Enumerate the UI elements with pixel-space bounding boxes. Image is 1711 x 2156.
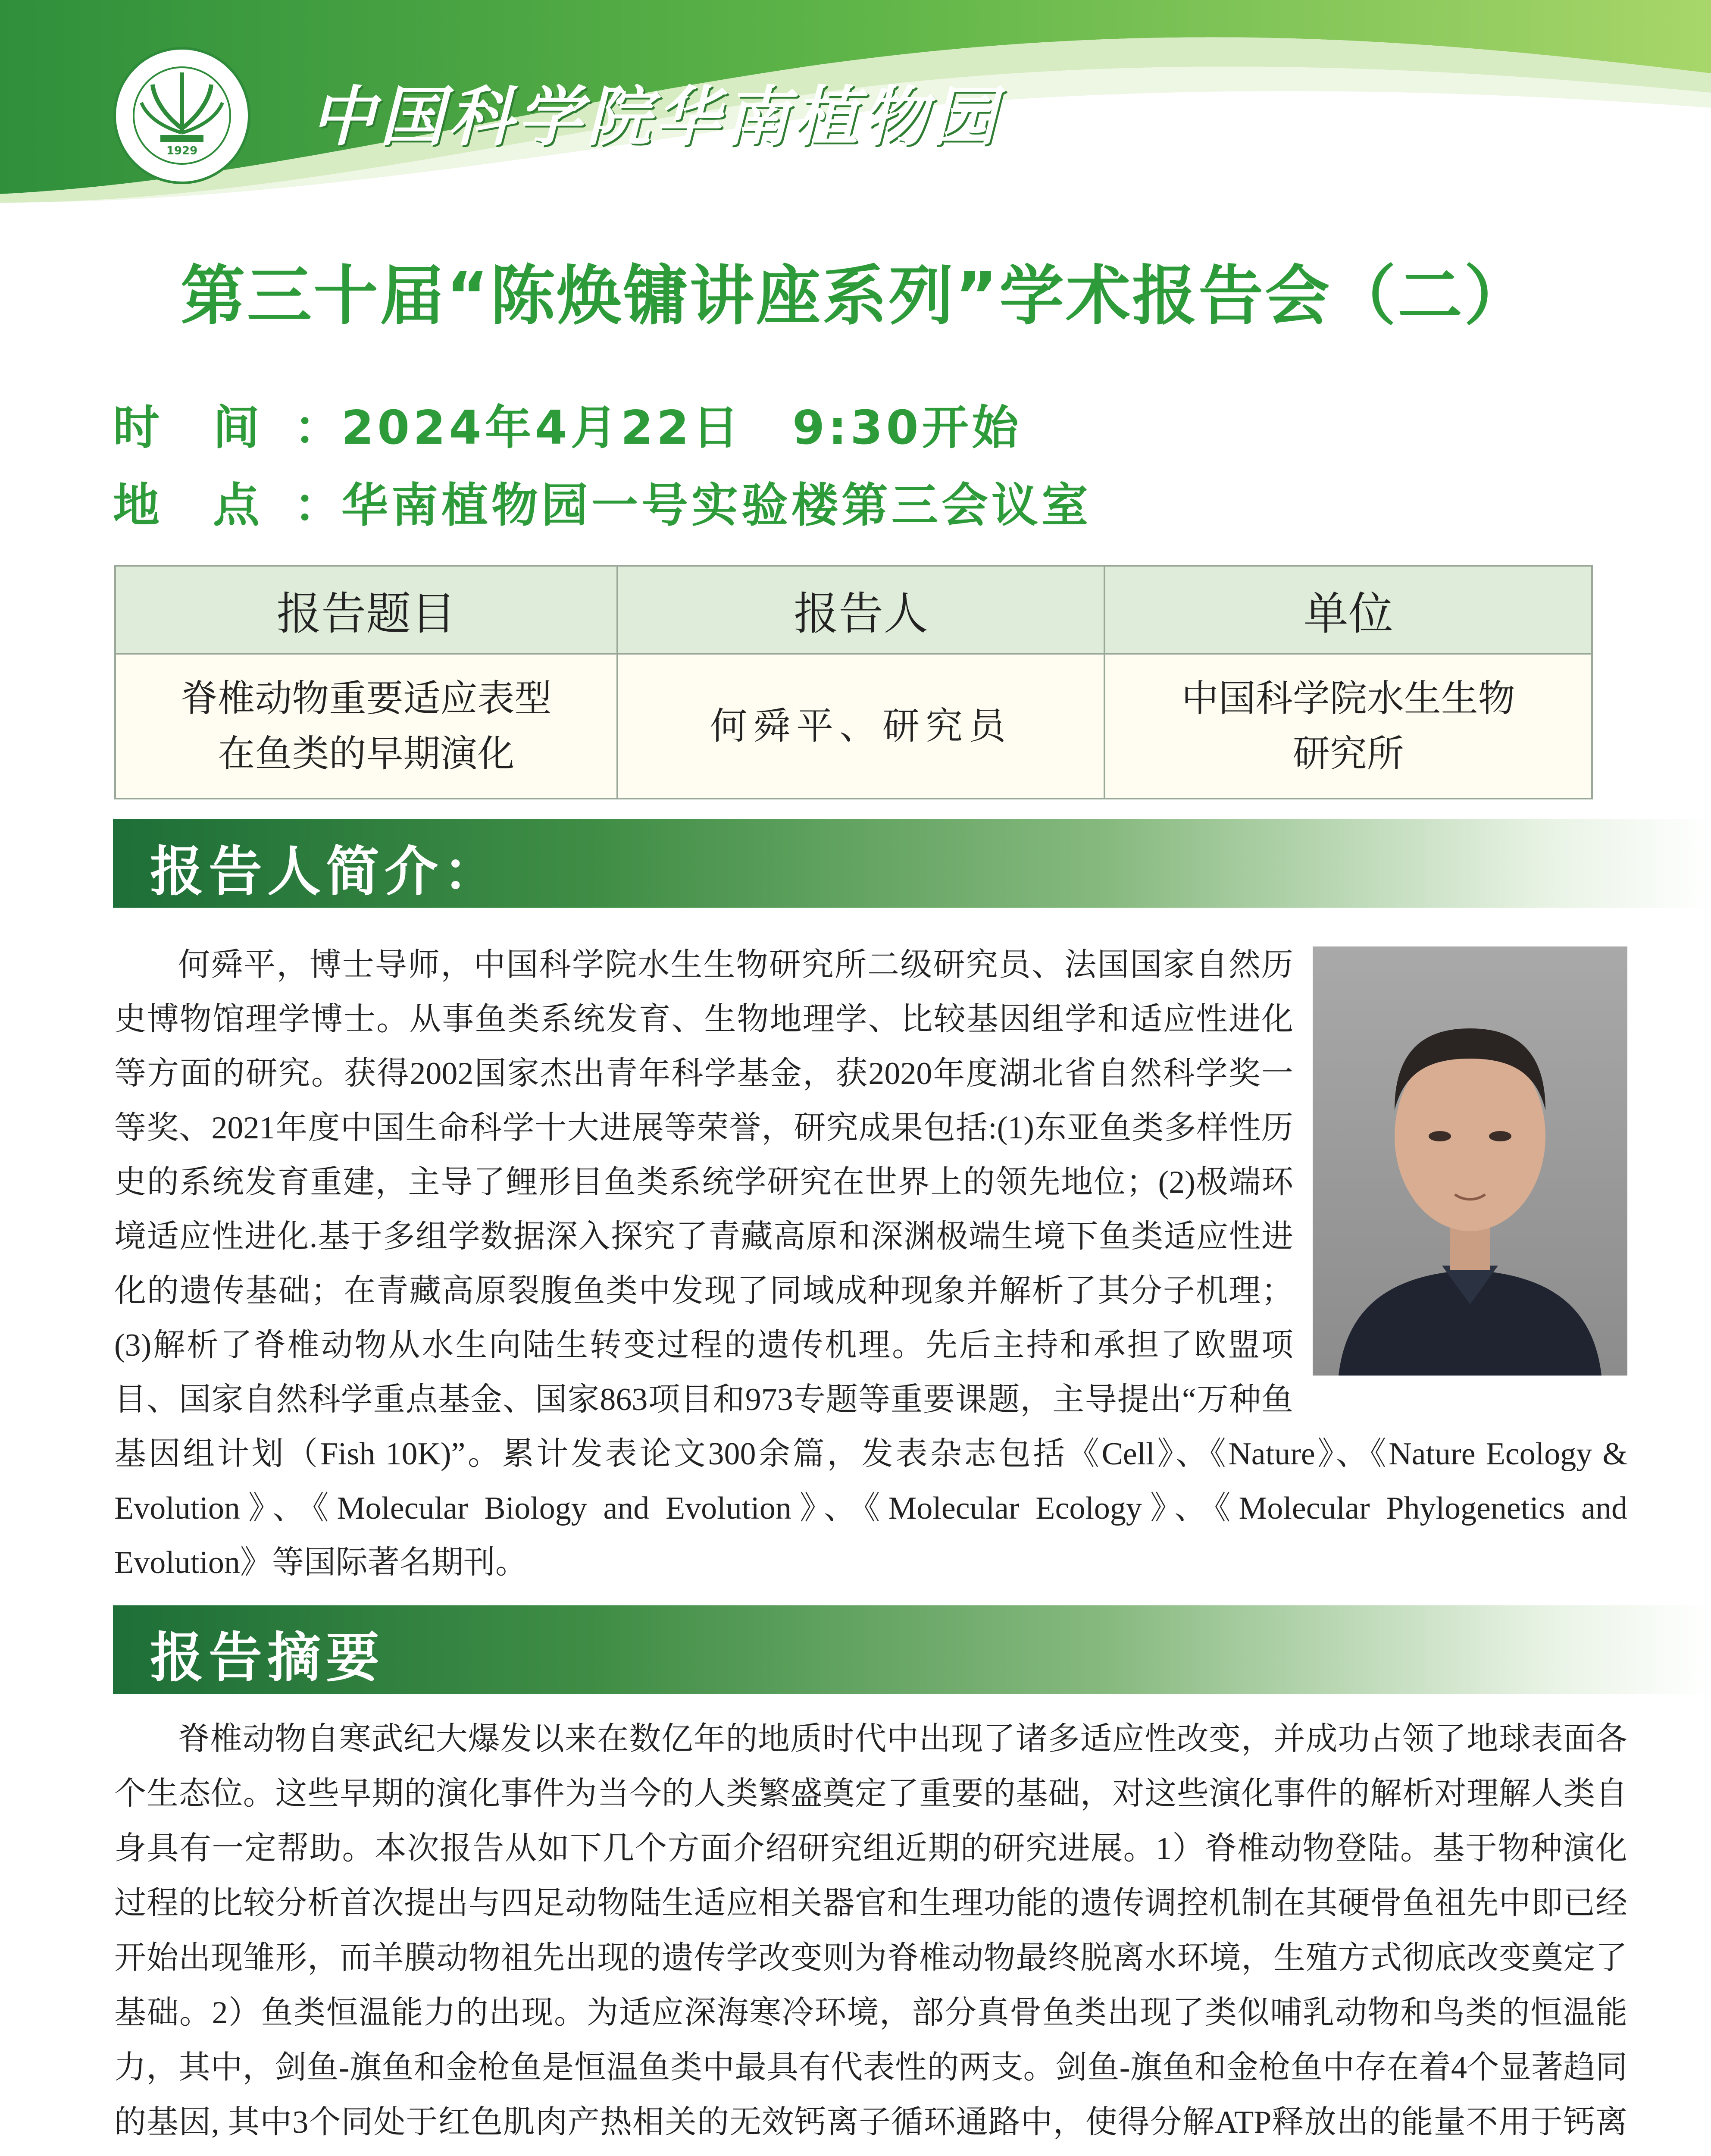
speaker-photo xyxy=(1313,946,1627,1376)
time-colon: ： xyxy=(294,401,344,455)
time-value: 2024年4月22日 9:30开始 xyxy=(341,401,1022,455)
place-label: 地 点 xyxy=(113,479,263,533)
cell-topic xyxy=(115,654,617,799)
topic-line-2: 在鱼类的早期演化 xyxy=(218,732,515,775)
logo-year: 1929 xyxy=(166,144,198,157)
abstract-heading: 报告摘要 xyxy=(150,1627,385,1689)
header-speaker: 报告人 xyxy=(617,566,1105,654)
abstract-paragraph: 脊椎动物自寒武纪大爆发以来在数亿年的地质时代中出现了诸多适应性改变，并成功占领了地球表面各个生态位。这些早期的演化事件为当今的人类繁盛奠定了重要的基础，对这些演化事件的解析对理解人类自身具有一定帮助。本次报告从如下几个方面介绍研究组近期的研究进展。1）脊椎动物登陆。基于物种演化过程的比较分析首次提出与四足动物陆生适应相关器官和生理功能的遗传调控机制在其硬骨鱼祖先中即已经开始出现雏形，而羊膜动物祖先出现的遗传学改变则为脊椎动物最终脱离水环境，生殖方式彻底改变奠定了基础。2）鱼类恒温能力的出现。为适应深海寒冷环境，部分真骨鱼类出现了类似哺乳动物和鸟类的恒温能力，其中，剑鱼-旗鱼和金枪鱼是恒温鱼类中最具有代表性的两支。剑鱼-旗鱼和金枪鱼中存在着4个显著趋同的基因, 其中3个同处于红色肌肉产热相关的无效钙离子循环通路中，使得分解ATP释放出的能量不用于钙离 xyxy=(114,1721,1627,2140)
cell-unit xyxy=(1104,654,1592,799)
time-row xyxy=(113,390,1022,457)
bio-section-bar xyxy=(113,819,1711,908)
header-unit: 单位 xyxy=(1104,566,1592,654)
page-title: 第三十届“陈焕镛讲座系列”学术报告会（二） xyxy=(180,259,1531,334)
place-row xyxy=(113,468,1092,535)
table-row xyxy=(115,654,1592,799)
header-topic: 报告题目 xyxy=(115,566,617,654)
table-header-row xyxy=(115,566,1592,654)
bio-text: 何舜平，博士导师，中国科学院水生生物研究所二级研究员、法国国家自然历史博物馆理学博士。从事鱼类系统发育、生物地理学、比较基因组学和适应性进化等方面的研究。获得2002国家杰出青年科学基金，获2020年度湖北省自然科学奖一等奖、2021年度中国生命科学十大进展等荣誉，研究成果包括:(1)东亚鱼类多样性历史的系统发育重建，主导了鲤形目鱼类系统学研究在世界上的领先地位；(2)极端环境适应性进化.基于多组学数据深入探究了青藏高原和深渊极端生境下鱼类适应性进化的遗传基础；在青藏高原裂腹鱼类中发现了同域成种现象并解析了其分子机理；(3)解析了脊椎动物从水生向陆生转变过程的遗传机理。先后主持和承担了欧盟项目、国家自然科学重点基金、国家863项目和973专题等重要课题，主导提出“万种鱼基因组计划（Fish 10K)”。累计发表论文300余篇，发表杂志包括《Cell》、《Nature》、《Nature Ecology & Evolution》、《Molecular Biology and Evolution》、《Molecular Ecology》、《Molecular Phylogenetics and Evolution》等国际著名期刊。 xyxy=(114,947,1627,1580)
time-label: 时 间 xyxy=(113,401,263,455)
cell-speaker: 何舜平、研究员 xyxy=(617,654,1105,799)
abstract-section-bar xyxy=(113,1605,1711,1694)
report-info-table xyxy=(114,565,1593,799)
bio-heading: 报告人简介： xyxy=(150,841,502,903)
bio-paragraph xyxy=(114,938,1627,1590)
topic-line-1: 脊椎动物重要适应表型 xyxy=(181,677,552,720)
place-colon: ： xyxy=(294,479,344,533)
org-name-calligraphy: 中国科学院华南植物园 xyxy=(310,79,1001,155)
unit-line-1: 中国科学院水生生物 xyxy=(1181,677,1515,720)
place-value: 华南植物园一号实验楼第三会议室 xyxy=(341,479,1092,533)
unit-line-2: 研究所 xyxy=(1292,732,1404,775)
garden-logo xyxy=(113,47,251,185)
